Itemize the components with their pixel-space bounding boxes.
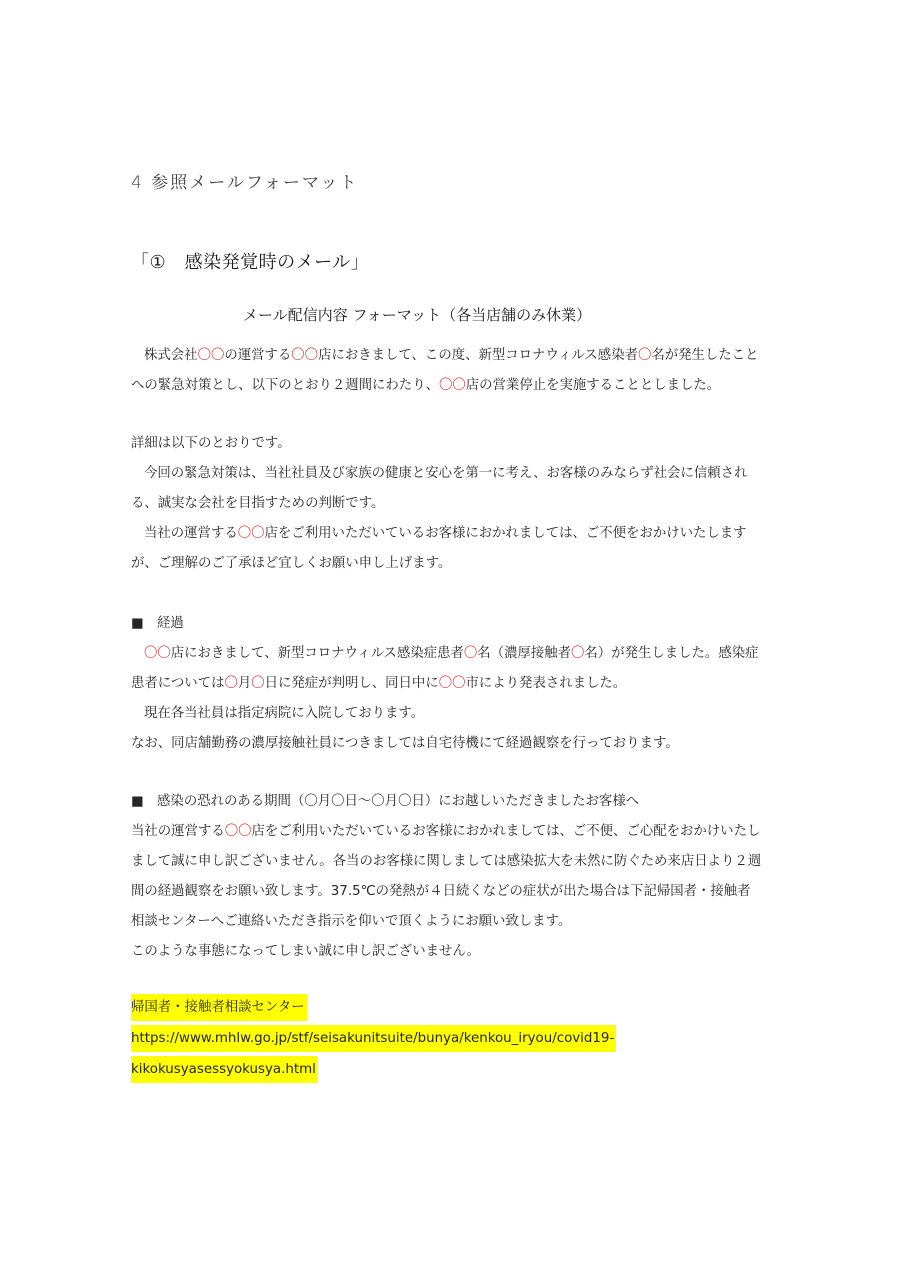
text-span: 名が発生したこと — [651, 348, 759, 363]
contact-block — [131, 993, 616, 1086]
risk-line-2: まして誠に申し訳ございません。各当のお客様に関しましては感染拡大を未然に防ぐため来店日より２週 — [131, 854, 762, 869]
text-span: 市により発表されました。 — [465, 676, 627, 691]
placeholder-circle: 〇 — [463, 646, 478, 661]
details-line-5: が、ご理解のご了承ほど宜しくお願い申し上げます。 — [131, 556, 452, 571]
placeholder-circle: 〇 — [571, 646, 585, 661]
section-heading: 4 参照メールフォーマット — [131, 173, 359, 193]
placeholder-circles: 〇〇 — [197, 348, 225, 363]
placeholder-circles: 〇〇 — [438, 378, 466, 393]
progress-line-2 — [131, 669, 781, 699]
text-span: 患者については — [131, 676, 225, 691]
details-paragraph — [131, 429, 781, 579]
progress-heading: ■ 経過 — [131, 616, 184, 631]
format-title: メール配信内容 フォーマット（各当店舗のみ休業） — [243, 306, 592, 324]
text-span: 名）が発生しました。感染症 — [584, 646, 759, 661]
text-span: 店におきまして、新型コロナウィルス感染症患者 — [170, 646, 464, 661]
progress-line-1 — [131, 639, 781, 669]
details-line-2: 今回の緊急対策は、当社社員及び家族の健康と安心を第一に考え、お客様のみならず社会に信頼され — [144, 466, 748, 481]
contact-url-line-2[interactable]: kikokusyasessyokusya.html — [131, 1056, 318, 1083]
text-span: 当社の運営する — [131, 824, 225, 839]
risk-line-5: このような事態になってしまい誠に申し訳ございません。 — [131, 944, 480, 959]
text-span: の運営する — [224, 348, 292, 363]
progress-section — [131, 609, 781, 759]
text-span: 店におきまして、この度、新型コロナウィルス感染者 — [318, 348, 638, 363]
progress-line-3: 現在各当社員は指定病院に入院しております。 — [144, 706, 425, 721]
subtitle: 「① 感染発覚時のメール」 — [131, 252, 370, 273]
text-span: 当社の運営する — [144, 526, 238, 541]
placeholder-circle: 〇 — [224, 676, 238, 691]
intro-line-1 — [131, 341, 781, 371]
risk-line-1 — [131, 817, 781, 847]
text-span: 店の営業停止を実施することとしました。 — [465, 378, 721, 393]
risk-heading: ■ 感染の恐れのある期間（〇月〇日～〇月〇日）にお越しいただきましたお客様へ — [131, 794, 640, 809]
placeholder-circles: 〇〇 — [438, 676, 466, 691]
text-span: 名（濃厚接触者 — [477, 646, 572, 661]
text-span: 日に発症が判明し、同日中に — [264, 676, 439, 691]
placeholder-circles: 〇〇 — [291, 348, 319, 363]
intro-paragraph — [131, 341, 781, 401]
text-span: 株式会社 — [144, 348, 198, 363]
details-line-4 — [131, 519, 781, 549]
placeholder-circle: 〇 — [251, 676, 265, 691]
placeholder-circle: 〇 — [637, 348, 652, 363]
text-span: 店をご利用いただいているお客様におかれましては、ご不便をおかけいたします — [264, 526, 747, 541]
text-span: 店をご利用いただいているお客様におかれましては、ご不便、ご心配をおかけいたし — [251, 824, 761, 839]
placeholder-circles: 〇〇 — [144, 646, 171, 661]
contact-center-name: 帰国者・接触者相談センター — [131, 994, 307, 1021]
text-span: への緊急対策とし、以下のとおり２週間にわたり、 — [131, 378, 439, 393]
placeholder-circles: 〇〇 — [237, 526, 265, 541]
details-line-3: る、誠実な会社を目指すための判断です。 — [131, 496, 385, 511]
risk-line-4: 相談センターへご連絡いただき指示を仰いで頂くようにお願い致します。 — [131, 914, 572, 929]
risk-period-section — [131, 787, 781, 967]
contact-url-line-1[interactable]: https://www.mhlw.go.jp/stf/seisakunitsuite/bunya/kenkou_iryou/covid19- — [131, 1025, 616, 1052]
placeholder-circles: 〇〇 — [224, 824, 252, 839]
intro-line-2 — [131, 371, 781, 401]
text-span: 月 — [237, 676, 252, 691]
progress-line-4: なお、同店舗勤務の濃厚接触社員につきましては自宅待機にて経過観察を行っております。 — [131, 736, 679, 751]
risk-line-3: 間の経過観察をお願い致します。37.5℃の発熱が４日続くなどの症状が出た場合は下記帰国者・接触者 — [131, 884, 751, 899]
details-line-1: 詳細は以下のとおりです。 — [131, 436, 291, 451]
